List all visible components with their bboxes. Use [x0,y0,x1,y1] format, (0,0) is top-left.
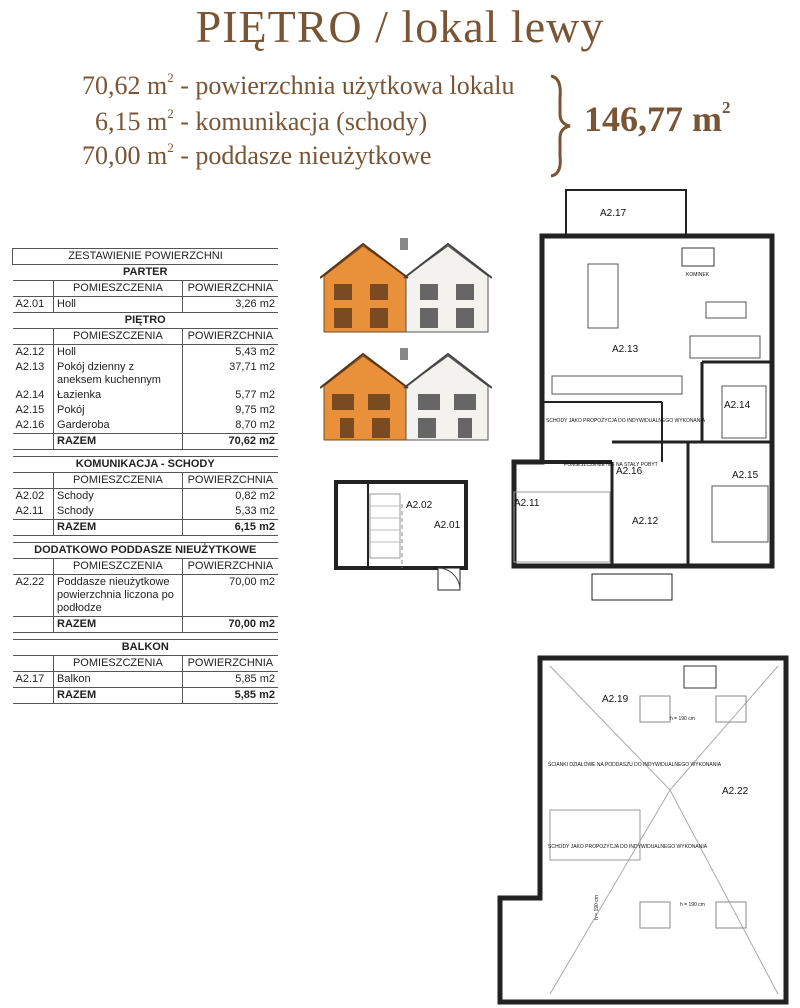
height-label-2: h = 190 cm [680,902,705,908]
table-title: ZESTAWIENIE POWIERZCHNI [13,249,279,265]
section-header: BALKON [13,640,279,656]
label-a2-22: A2.22 [722,786,749,797]
label-a2-19: A2.19 [602,694,629,705]
label-a2-14: A2.14 [724,400,751,411]
table-row: A2.15 Pokój 9,75 m2 [13,403,279,418]
area-table: ZESTAWIENIE POWIERZCHNI PARTER POMIESZCZENIA POWIERZCHNIA A2.01 Holl 3,26 m2 PIĘTRO POMIESZCZENIA POWIERZCHNIA A2.12 Holl 5,43 m2 A2.13 Pokój dzienny z aneksem kuchennym 37,71 m2 A2.14 Łazienka 5,77 m2 A2.15 Pokój 9,75 m2 A2.16 Garderoba 8,70 m2 RAZEM 70,62 m2 KOMUNIKACJA - SCHODY POMIESZCZENIA POWIERZCHNIA A2.02 Schody 0,82 m2 A2.11 Schody 5,33 m2 RAZEM 6,15 m2 DODATKOWO PODDASZE NIEUŻYTKOWE POMIESZCZENIA POWIERZCHNIA A2.22 Poddasze nieużytkowe powierzchnia liczona po podłodze 70,00 m2 RAZEM 70,00 m2 BALKON POMIESZCZENIA POWIERZCHNIA A2.17 Balkon 5,85 m2 RAZEM 5,85 m2 [12,248,278,704]
curly-brace [548,74,574,178]
label-a2-02: A2.02 [406,500,433,511]
kominek-label: KOMINEK [686,272,710,278]
table-row: A2.11 Schody 5,33 m2 [13,504,279,520]
page-title: PIĘTRO / lokal lewy [195,1,605,52]
height-label-1: h = 190 cm [670,716,695,722]
table-row: A2.14 Łazienka 5,77 m2 [13,388,279,403]
note-stairs-proposal: SCHODY JAKO PROPOZYCJA DO INDYWIDUALNEGO WYKONANIA [546,418,706,424]
section-header: DODATKOWO PODDASZE NIEUŻYTKOWE [13,543,279,559]
elevation-rear-thumbnail [320,348,492,444]
note-attic-walls: ŚCIANKI DZIAŁOWE NA PODDASZU DO INDYWIDUALNEGO WYKONANIA [548,762,722,768]
label-a2-12: A2.12 [632,516,659,527]
label-a2-01: A2.01 [434,520,461,531]
summary-line-usable: 70,62 $m^2$ - powierzchnia użytkowa lokalu [82,70,515,100]
summary-line-stairs: 6,15 $m^2$ - komunikacja (schody) [95,106,428,136]
table-row: A2.17 Balkon 5,85 m2 [13,672,279,688]
label-a2-16: A2.16 [616,466,643,477]
section-header: PIĘTRO [13,313,279,329]
table-row: A2.02 Schody 0,82 m2 [13,489,279,505]
label-a2-15: A2.15 [732,470,759,481]
elevation-front-thumbnail [320,236,492,336]
table-row: A2.22 Poddasze nieużytkowe powierzchnia liczona po podłodze 70,00 m2 [13,575,279,617]
table-row: A2.01 Holl 3,26 m2 [13,297,279,313]
ground-floor-plan [330,474,480,604]
summary-line-attic: 70,00 $m^2$ - poddasze nieużytkowe [82,140,432,170]
height-label-3: h = 190 cm [594,895,600,920]
section-header: PARTER [13,265,279,281]
upper-floor-plan [492,186,800,606]
table-row: A2.13 Pokój dzienny z aneksem kuchennym 37,71 m2 [13,360,279,388]
label-a2-13: A2.13 [612,344,639,355]
label-a2-17: A2.17 [600,208,627,219]
note-not-permanent: POMIESZCZENIE NIE NA STAŁY POBYT [564,462,658,468]
label-a2-11: A2.11 [514,498,540,509]
note-attic-stairs: SCHODY JAKO PROPOZYCJA DO INDYWIDUALNEGO WYKONANIA [548,844,708,850]
total-area: 146,77 $m^2$ [584,98,731,139]
table-row: A2.16 Garderoba 8,70 m2 [13,418,279,434]
attic-plan [490,630,800,1008]
table-row: A2.12 Holl 5,43 m2 [13,345,279,361]
section-header: KOMUNIKACJA - SCHODY [13,457,279,473]
